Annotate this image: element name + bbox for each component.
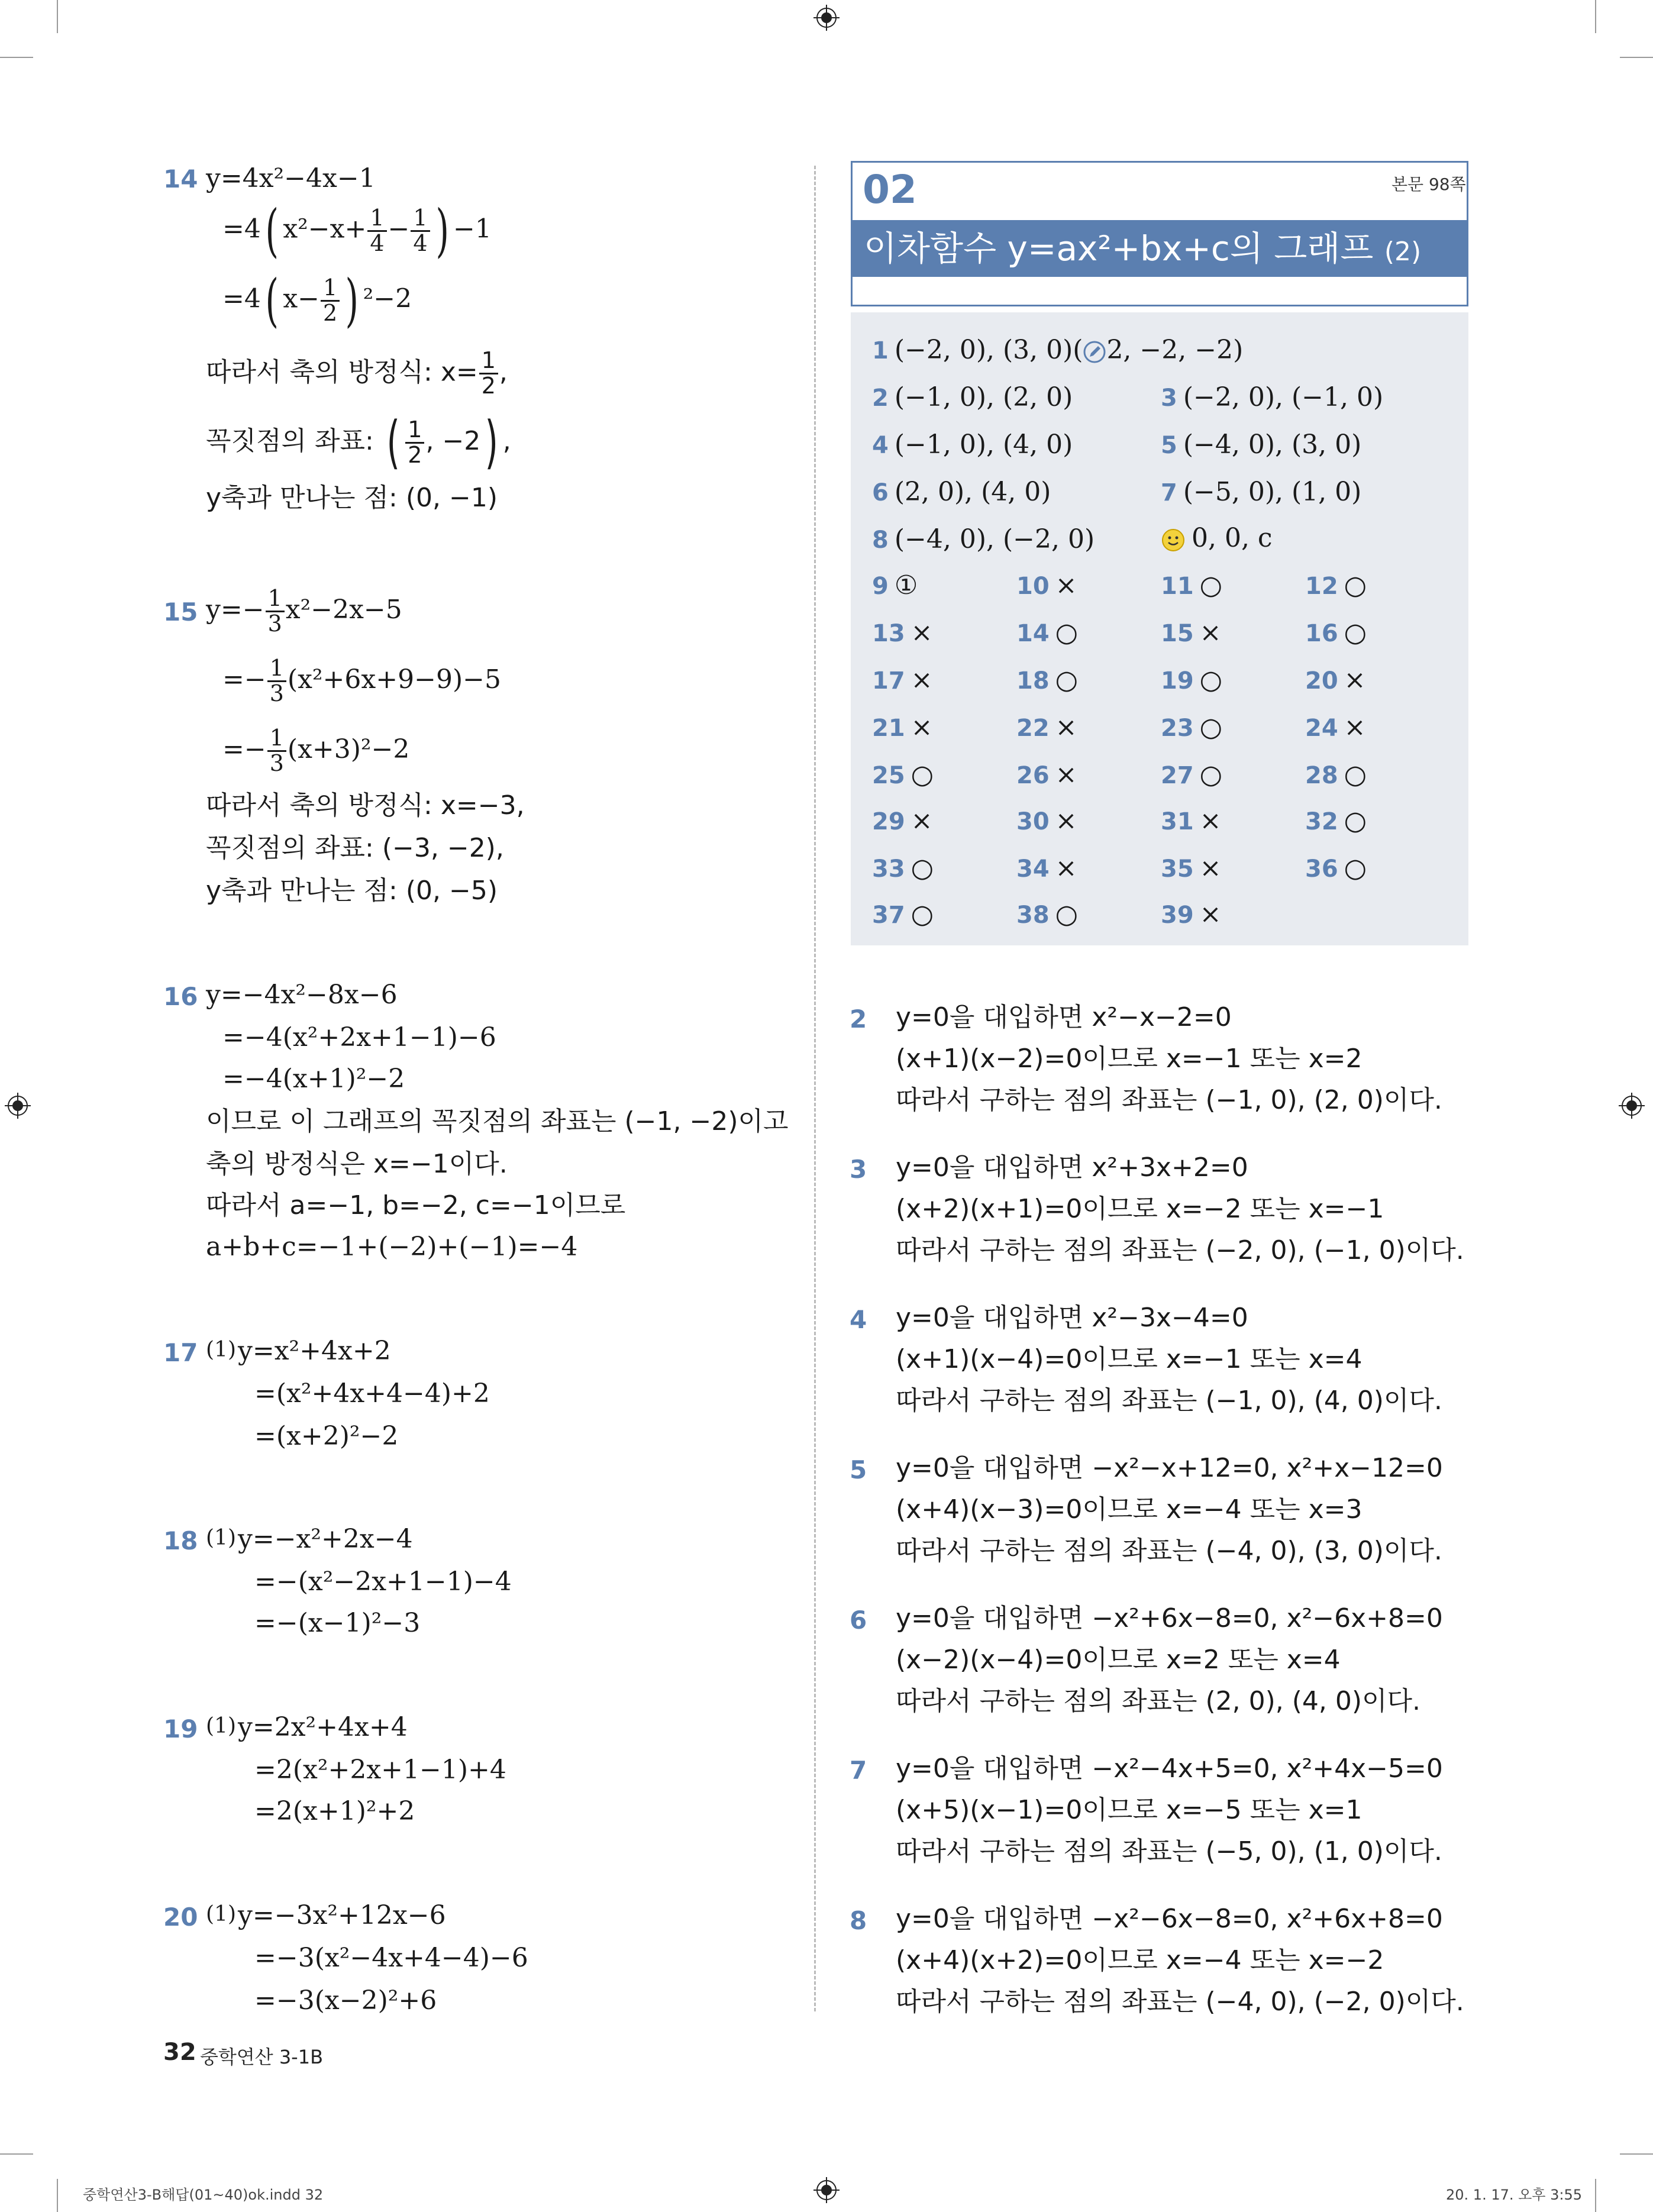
equation-line: =− $\frac{1}{3}$ (x²+6x+9−9)−5 (222, 655, 501, 706)
paren: ( (386, 409, 400, 476)
answer-item: 4 (−1, 0), (4, 0) (872, 430, 1073, 460)
answer-item: 19 ○ (1161, 665, 1223, 695)
answer-item: 9 ① (872, 570, 918, 600)
part-tag: (1) (206, 1714, 236, 1738)
paren: ) (435, 198, 449, 264)
text-line: y=0을 대입하면 −x²−x+12=0, x²+x−12=0 (896, 1453, 1443, 1483)
paren: ) (485, 409, 499, 476)
text-line: (x+4)(x+2)=0이므로 x=−4 또는 x=−2 (896, 1945, 1384, 1975)
problem-number: 19 (163, 1714, 198, 1743)
answer-item: 37 ○ (872, 899, 934, 929)
answer-item: 10 × (1016, 570, 1077, 600)
text-line: 따라서 구하는 점의 좌표는 (−1, 0), (4, 0)이다. (896, 1386, 1442, 1416)
answer-item: 11 ○ (1161, 570, 1223, 600)
answer-item: 39 × (1161, 899, 1222, 929)
eq-part: x− (283, 283, 320, 314)
text-line: 따라서 구하는 점의 좌표는 (−4, 0), (3, 0)이다. (896, 1536, 1442, 1566)
equation-line: =−4(x+1)²−2 (222, 1064, 405, 1094)
equation-line (222, 267, 412, 334)
solution-number: 8 (850, 1906, 867, 1935)
answer-item: 16 ○ (1305, 618, 1367, 648)
text-line: y축과 만나는 점: (0, −1) (206, 483, 498, 513)
page-reference: 본문 98쪽 (1392, 175, 1466, 194)
registration-mark-icon (1619, 1093, 1645, 1119)
answer-item: 18 ○ (1016, 665, 1079, 695)
answer-item: 23 ○ (1161, 712, 1223, 742)
text-line: 따라서 구하는 점의 좌표는 (−4, 0), (−2, 0)이다. (896, 1987, 1464, 2017)
text-line: (x+4)(x−3)=0이므로 x=−4 또는 x=3 (896, 1494, 1363, 1525)
equation-line: y=−x²+2x−4 (238, 1524, 413, 1554)
smiley-icon (1161, 528, 1186, 553)
text-line: 따라서 구하는 점의 좌표는 (−1, 0), (2, 0)이다. (896, 1085, 1442, 1115)
answer-item: 38 ○ (1016, 899, 1079, 929)
crop-mark (0, 57, 33, 58)
answer-item: 25 ○ (872, 760, 934, 790)
eq-part: =4 (222, 214, 261, 244)
equation-line: y=− $\frac{1}{3}$ x²−2x−5 (206, 585, 402, 637)
answer-item: 17 × (872, 665, 933, 695)
eq-part: −1 (453, 214, 492, 244)
equation-line: y=2x²+4x+4 (238, 1712, 408, 1742)
equation-line: =(x²+4x+4−4)+2 (254, 1378, 490, 1409)
text-line: 따라서 축의 방정식: x= $\frac{1}{2}$ , (206, 347, 508, 399)
eq-part: − (388, 214, 410, 244)
text-line: 꼭짓점의 좌표: (−3, −2), (206, 833, 504, 863)
equation-line: y=4x²−4x−1 (206, 163, 376, 193)
solution-number: 7 (850, 1756, 867, 1785)
answer-item: 34 × (1016, 853, 1077, 883)
equation-line: =−3(x²−4x+4−4)−6 (254, 1943, 528, 1973)
problem-number: 14 (163, 164, 198, 193)
book-title: 중학연산 3-1B (200, 2046, 324, 2068)
equation-line: =−(x²−2x+1−1)−4 (254, 1567, 512, 1597)
paren: ( (265, 267, 279, 334)
answer-item: 21 × (872, 712, 933, 742)
answer-item: 35 × (1161, 853, 1222, 883)
crop-mark (1620, 2153, 1653, 2155)
crop-mark (1620, 57, 1653, 58)
text-line: 축의 방정식은 x=−1이다. (206, 1149, 508, 1179)
crop-mark (1595, 2179, 1596, 2212)
equation-line: =2(x²+2x+1−1)+4 (254, 1755, 506, 1785)
answer-item: 20 × (1305, 665, 1366, 695)
part-tag: (1) (206, 1526, 236, 1550)
answer-item: 14 ○ (1016, 618, 1079, 648)
text-line: (x+5)(x−1)=0이므로 x=−5 또는 x=1 (896, 1795, 1363, 1825)
page-number: 32 (163, 2039, 196, 2066)
text-line: y축과 만나는 점: (0, −5) (206, 876, 498, 906)
equation-line: =−(x−1)²−3 (254, 1608, 421, 1638)
fraction: $\frac{1}{3}$ (267, 657, 286, 706)
text-line: (x+1)(x−4)=0이므로 x=−1 또는 x=4 (896, 1344, 1363, 1374)
answer-item: 24 × (1305, 712, 1366, 742)
eq-part: =4 (222, 283, 261, 314)
answer-item: 3 (−2, 0), (−1, 0) (1161, 382, 1384, 412)
text-line: y=0을 대입하면 −x²−4x+5=0, x²+4x−5=0 (896, 1754, 1443, 1784)
equation-line: y=x²+4x+2 (238, 1336, 391, 1366)
text-line: 따라서 구하는 점의 좌표는 (−5, 0), (1, 0)이다. (896, 1836, 1442, 1867)
answer-item: 36 ○ (1305, 853, 1367, 883)
equation-line: =(x+2)²−2 (254, 1421, 399, 1451)
answer-item: 7 (−5, 0), (1, 0) (1161, 477, 1362, 507)
registration-mark-icon (813, 5, 840, 31)
crop-mark (57, 0, 58, 33)
text-line: y=0을 대입하면 x²+3x+2=0 (896, 1152, 1248, 1183)
answer-item: 27 ○ (1161, 760, 1223, 790)
crop-mark (57, 2179, 58, 2212)
problem-number: 20 (163, 1903, 198, 1932)
solution-number: 5 (850, 1455, 867, 1484)
fraction: $\frac{1}{3}$ (267, 726, 286, 776)
text-line: 따라서 구하는 점의 좌표는 (−2, 0), (−1, 0)이다. (896, 1235, 1464, 1265)
answer-item: 0, 0, c (1161, 525, 1273, 553)
registration-mark-icon (5, 1093, 31, 1119)
answer-item: 32 ○ (1305, 806, 1367, 836)
fraction: $\frac{1}{2}$ (479, 349, 498, 398)
text-line: y=0을 대입하면 x²−x−2=0 (896, 1002, 1232, 1032)
equation-line: y=−4x²−8x−6 (206, 980, 398, 1010)
answer-item: 33 ○ (872, 853, 934, 883)
paren: ( (265, 198, 279, 264)
fraction: $\frac{1}{4}$ (411, 206, 430, 256)
eq-part: x²−x+ (283, 214, 367, 244)
eq-part: ²−2 (363, 283, 412, 314)
answer-item: 22 × (1016, 712, 1077, 742)
text-line: a+b+c=−1+(−2)+(−1)=−4 (206, 1232, 578, 1262)
answer-item: 29 × (872, 806, 933, 836)
answer-item: 26 × (1016, 760, 1077, 790)
answer-item: 31 × (1161, 806, 1222, 836)
equation-line: y=−3x²+12x−6 (238, 1900, 446, 1930)
answer-item: 1 (−2, 0), (3, 0)( 2, −2, −2) (872, 335, 1244, 365)
paren: ) (345, 267, 359, 334)
answer-item: 8 (−4, 0), (−2, 0) (872, 524, 1095, 554)
solution-number: 6 (850, 1606, 867, 1635)
text-line: y=0을 대입하면 −x²−6x−8=0, x²+6x+8=0 (896, 1904, 1443, 1934)
text-line: 꼭짓점의 좌표: ( $\frac{1}{2}$ , −2) , (206, 409, 511, 476)
equation-line: =− $\frac{1}{3}$ (x+3)²−2 (222, 725, 410, 776)
text-line: y=0을 대입하면 −x²+6x−8=0, x²−6x+8=0 (896, 1603, 1443, 1633)
solution-number: 3 (850, 1155, 867, 1184)
answer-item: 30 × (1016, 806, 1077, 836)
answer-item: 6 (2, 0), (4, 0) (872, 477, 1051, 507)
fraction: $\frac{1}{2}$ (405, 418, 424, 467)
answer-item: 5 (−4, 0), (3, 0) (1161, 430, 1362, 460)
text-line: 따라서 구하는 점의 좌표는 (2, 0), (4, 0)이다. (896, 1686, 1421, 1716)
answer-item: 2 (−1, 0), (2, 0) (872, 382, 1073, 412)
text-line: (x−2)(x−4)=0이므로 x=2 또는 x=4 (896, 1645, 1341, 1675)
pencil-icon (1083, 340, 1106, 364)
solution-number: 4 (850, 1305, 867, 1334)
problem-number: 15 (163, 598, 198, 627)
text-line: y=0을 대입하면 x²−3x−4=0 (896, 1303, 1248, 1333)
solution-number: 2 (850, 1005, 867, 1034)
print-timestamp: 20. 1. 17. 오후 3:55 (1446, 2187, 1583, 2203)
file-slug: 중학연산3-B해답(01~40)ok.indd 32 (83, 2187, 324, 2203)
text-line: 따라서 a=−1, b=−2, c=−1이므로 (206, 1190, 626, 1220)
problem-number: 16 (163, 982, 198, 1011)
fraction: $\frac{1}{4}$ (367, 206, 386, 256)
registration-mark-icon (813, 2177, 840, 2203)
part-tag: (1) (206, 1338, 236, 1362)
crop-mark (0, 2153, 33, 2155)
answer-item: 13 × (872, 618, 933, 648)
equation-line (222, 198, 492, 264)
text-line: (x+1)(x−2)=0이므로 x=−1 또는 x=2 (896, 1044, 1363, 1074)
text-line: 따라서 축의 방정식: x=−3, (206, 790, 525, 821)
text-line: 이므로 이 그래프의 꼭짓점의 좌표는 (−1, −2)이고 (206, 1106, 789, 1136)
answer-item: 15 × (1161, 618, 1222, 648)
fraction: $\frac{1}{2}$ (321, 276, 340, 325)
section-title: 이차함수 y=ax²+bx+c의 그래프 (2) (851, 220, 1468, 277)
problem-number: 17 (163, 1338, 198, 1367)
column-divider (814, 166, 816, 2011)
crop-mark (1595, 0, 1596, 33)
section-number: 02 (863, 167, 917, 212)
equation-line: =−4(x²+2x+1−1)−6 (222, 1022, 496, 1052)
problem-number: 18 (163, 1526, 198, 1555)
text-line: (x+2)(x+1)=0이므로 x=−2 또는 x=−1 (896, 1194, 1384, 1224)
answer-item: 28 ○ (1305, 760, 1367, 790)
equation-line: =2(x+1)²+2 (254, 1796, 415, 1826)
answer-item: 12 ○ (1305, 570, 1367, 600)
part-tag: (1) (206, 1902, 236, 1926)
equation-line: =−3(x−2)²+6 (254, 1985, 437, 2016)
fraction: $\frac{1}{3}$ (266, 587, 285, 636)
